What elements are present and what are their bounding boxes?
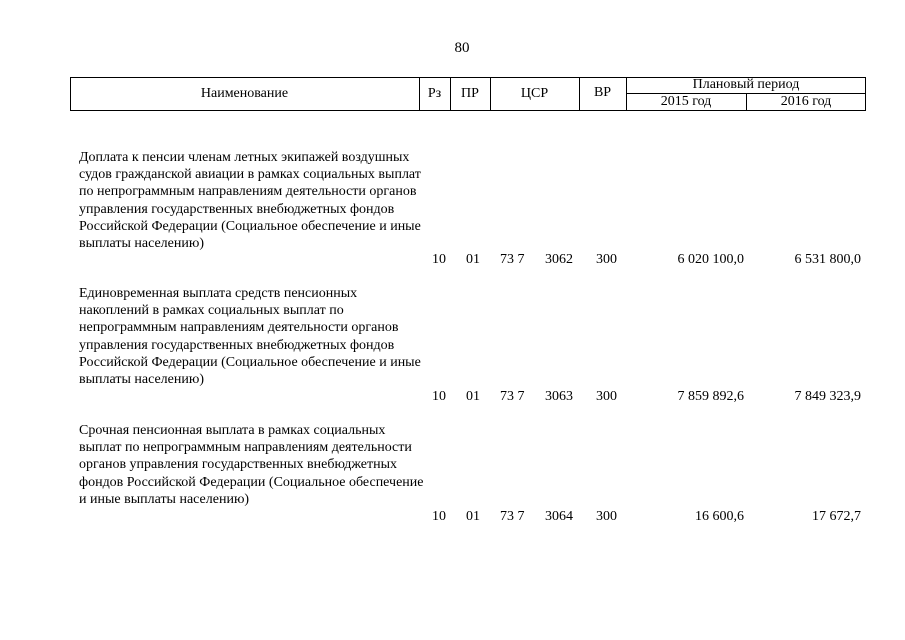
header-csr: ЦСР	[520, 86, 549, 101]
row-1-name: Доплата к пенсии членам летных экипажей воздушных судов гражданской авиации в рамках социальных выплат по непрограммным направлениям деятельности органов управления государственных внебюджетных фондов Российской Федерации (Социальное обеспечение и иные выплаты населению)	[79, 150, 421, 252]
header-name: Наименование	[200, 86, 289, 101]
row-3-csr-a: 73 7	[500, 509, 525, 524]
row-1-csr-b: 3062	[545, 252, 573, 267]
row-1-rz: 10	[432, 252, 446, 267]
row-3-csr-b: 3064	[545, 509, 573, 524]
row-2-pr: 01	[466, 389, 480, 404]
header-pr: ПР	[461, 86, 479, 101]
row-3-pr: 01	[466, 509, 480, 524]
row-1-2015: 6 020 100,0	[677, 252, 744, 267]
header-year-2016: 2016 год	[780, 94, 832, 109]
row-2-2016: 7 849 323,9	[794, 389, 861, 404]
table-header	[70, 77, 866, 111]
row-2-rz: 10	[432, 389, 446, 404]
row-3-2015: 16 600,6	[695, 509, 744, 524]
row-3-2016: 17 672,7	[812, 509, 861, 524]
header-rz: Рз	[427, 86, 442, 101]
row-3-rz: 10	[432, 509, 446, 524]
row-2-vr: 300	[596, 389, 617, 404]
row-1-pr: 01	[466, 252, 480, 267]
header-planned-period: Плановый период	[692, 77, 800, 92]
row-2-2015: 7 859 892,6	[677, 389, 744, 404]
page-number: 80	[454, 40, 470, 56]
header-vr: ВР	[593, 85, 612, 100]
row-2-csr-a: 73 7	[500, 389, 525, 404]
row-2-csr-b: 3063	[545, 389, 573, 404]
row-3-name: Срочная пенсионная выплата в рамках социальных выплат по непрограммным направлениям деятельности органов управления государственных внебюджетных фондов Российской Федерации (Социальное обеспечение и иные выплаты населению)	[79, 423, 424, 507]
row-2-name: Единовременная выплата средств пенсионных накоплений в рамках социальных выплат по непрограммным направлениям деятельности органов управления государственных внебюджетных фондов Российской Федерации (Социальное обеспечение и иные выплаты населению)	[79, 286, 421, 388]
row-1-2016: 6 531 800,0	[794, 252, 861, 267]
row-1-vr: 300	[596, 252, 617, 267]
header-year-2015: 2015 год	[660, 94, 712, 109]
row-1-csr-a: 73 7	[500, 252, 525, 267]
row-3-vr: 300	[596, 509, 617, 524]
